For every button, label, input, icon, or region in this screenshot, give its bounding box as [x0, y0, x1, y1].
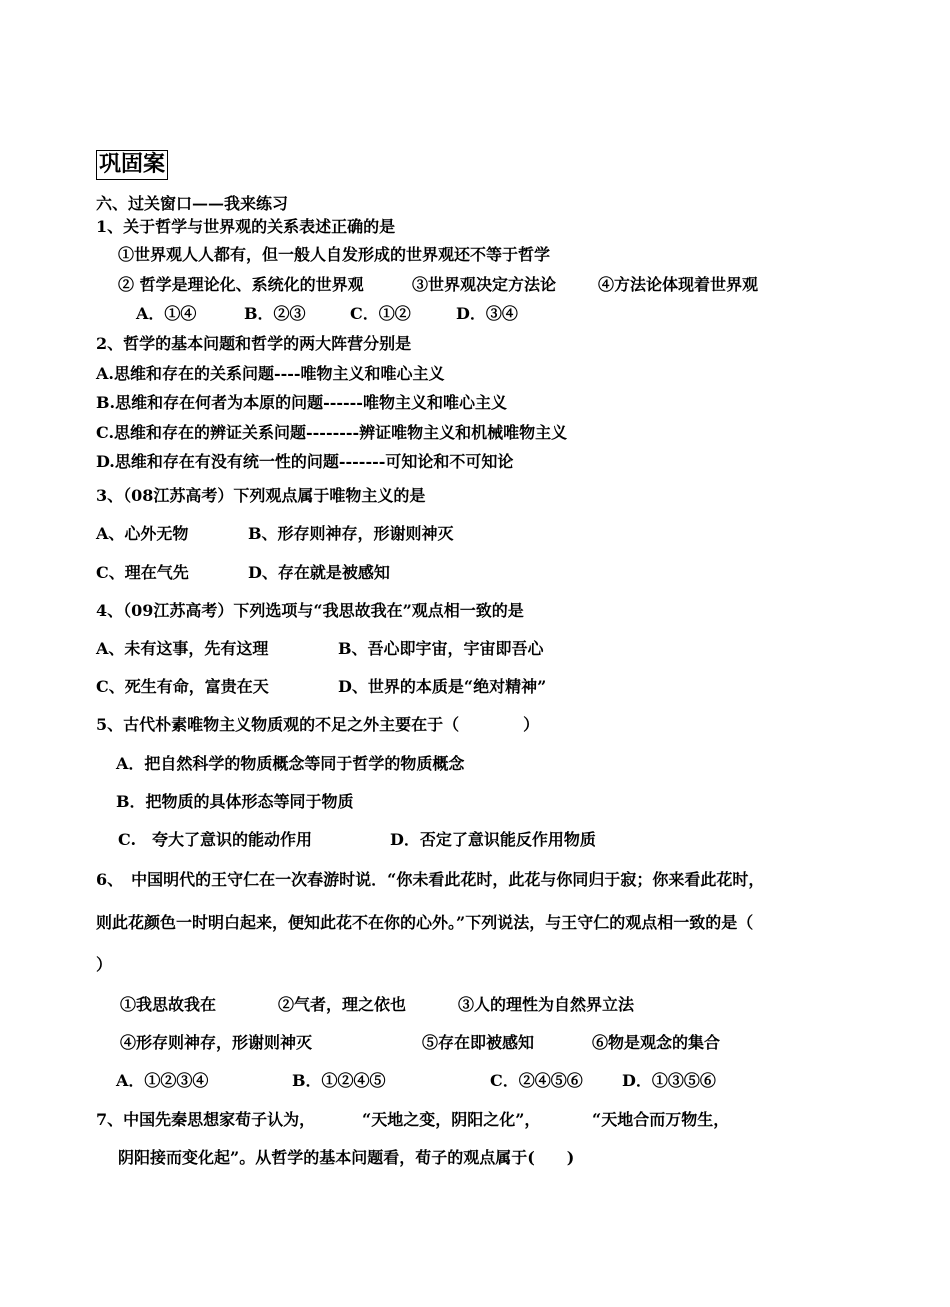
q2-stem: 2、哲学的基本问题和哲学的两大阵营分别是	[96, 334, 412, 353]
q4-option-b: B、吾心即宇宙，宇宙即吾心	[338, 639, 544, 658]
q1-statement-3: ③世界观决定方法论	[412, 275, 557, 294]
q1-statement-2: ② 哲学是理论化、系统化的世界观	[118, 275, 364, 294]
q6-statement-2: ②气者，理之依也	[278, 995, 407, 1014]
q2-option-c: C.思维和存在的辨证关系问题--------辨证唯物主义和机械唯物主义	[96, 423, 568, 442]
q3-option-b: B、形存则神存，形谢则神灭	[248, 524, 454, 543]
q4-stem: 4、（09江苏高考）下列选项与“我思故我在”观点相一致的是	[96, 601, 524, 620]
q1-statement-4: ④方法论体现着世界观	[598, 275, 759, 294]
q1-option-b: B．②③	[244, 304, 306, 323]
q5-option-b: B．把物质的具体形态等同于物质	[116, 792, 354, 811]
q2-option-a: A.思维和存在的关系问题----唯物主义和唯心主义	[96, 364, 445, 383]
q7-stem-line-1a: 7、中国先秦思想家荀子认为，	[96, 1110, 316, 1129]
q2-option-d: D.思维和存在有没有统一性的问题-------可知论和不可知论	[96, 452, 514, 471]
q2-option-b: B.思维和存在何者为本原的问题------唯物主义和唯心主义	[96, 393, 507, 412]
q1-statement-1: ①世界观人人都有，但一般人自发形成的世界观还不等于哲学	[118, 245, 551, 264]
q6-statement-3: ③人的理性为自然界立法	[458, 995, 635, 1014]
q7-stem-line-2: 阴阳接而变化起”。从哲学的基本问题看，荀子的观点属于( )	[118, 1148, 575, 1167]
q6-statement-4: ④形存则神存，形谢则神灭	[120, 1033, 313, 1052]
q4-option-c: C、死生有命，富贵在天	[96, 677, 269, 696]
q3-option-d: D、存在就是被感知	[248, 563, 390, 582]
q4-option-d: D、世界的本质是“绝对精神”	[338, 677, 547, 696]
q5-stem: 5、古代朴素唯物主义物质观的不足之外主要在于（ ）	[96, 715, 540, 734]
q5-option-a: A．把自然科学的物质概念等同于哲学的物质概念	[116, 754, 465, 773]
q1-option-c: C．①②	[350, 304, 411, 323]
page-title: 巩固案	[96, 150, 168, 180]
q4-option-a: A、未有这事，先有这理	[96, 639, 269, 658]
q6-statement-6: ⑥物是观念的集合	[592, 1033, 721, 1052]
q6-option-c: C．②④⑤⑥	[490, 1071, 583, 1090]
q6-stem-line-2: 则此花颜色一时明白起来，便知此花不在你的心外。”下列说法，与王守仁的观点相一致的是（	[96, 913, 754, 932]
q3-option-a: A、心外无物	[96, 524, 189, 543]
q1-option-d: D．③④	[456, 304, 518, 323]
q3-stem: 3、（08江苏高考）下列观点属于唯物主义的是	[96, 486, 426, 505]
q6-option-a: A．①②③④	[116, 1071, 209, 1090]
q7-stem-line-1b: “天地之变，阴阳之化”，	[362, 1110, 541, 1129]
q6-statement-5: ⑤存在即被感知	[422, 1033, 535, 1052]
q3-option-c: C、理在气先	[96, 563, 189, 582]
section-heading: 六、过关窗口——我来练习	[96, 194, 289, 213]
q6-option-b: B．①②④⑤	[292, 1071, 386, 1090]
q5-option-c: C. 夸大了意识的能动作用	[118, 830, 313, 849]
q5-option-d: D．否定了意识能反作用物质	[390, 830, 596, 849]
q6-stem-line-3: ）	[96, 955, 113, 974]
q6-stem-line-1: 6、 中国明代的王守仁在一次春游时说．“你未看此花时，此花与你同归于寂；你来看此花时，	[96, 870, 765, 889]
q1-option-a: A．①④	[136, 304, 197, 323]
q7-stem-line-1c: “天地合而万物生，	[592, 1110, 730, 1129]
q6-option-d: D．①③⑤⑥	[622, 1071, 716, 1090]
q6-statement-1: ①我思故我在	[120, 995, 217, 1014]
q1-stem: 1、关于哲学与世界观的关系表述正确的是	[96, 217, 396, 236]
